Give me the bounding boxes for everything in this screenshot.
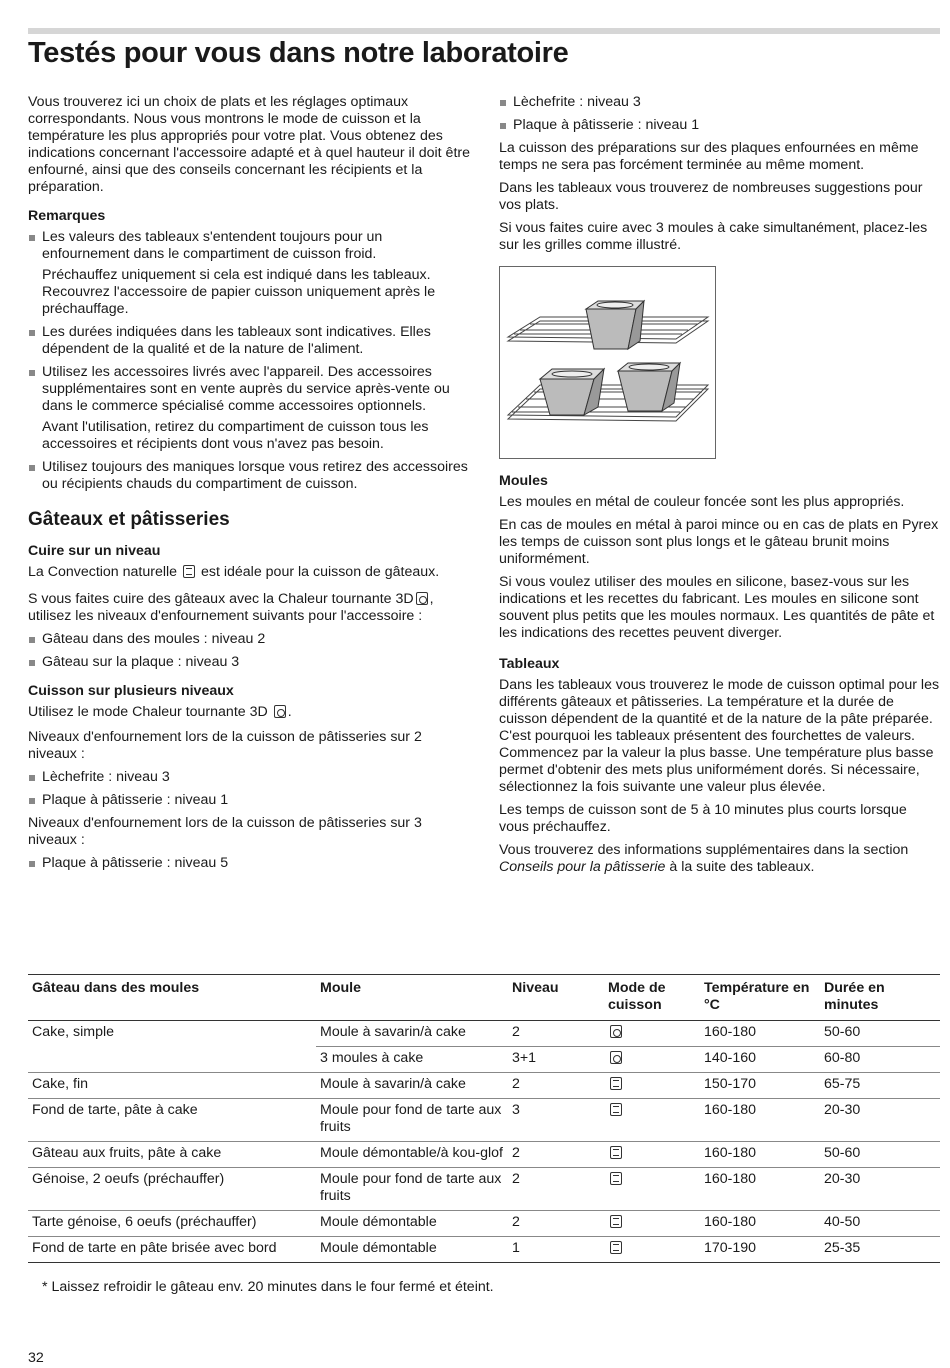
cell-dish: Tarte génoise, 6 oeufs (préchauffer)	[28, 1211, 316, 1237]
tableaux-paragraph-1: Dans les tableaux vous trouverez le mode de cuisson optimal pour les différents gâteaux et pâtisseries. La température et la durée de cuisson dépendent de la quantité et de la nature de la pâte préparée. C'est pourquoi les tableaux présentent des fourchettes de valeurs. Commencez par la valeur la plus basse. Une température plus basse permet d'obtenir des mets plus uniformément dorés. Si nécessaire, sélectionnez la fois suivante une valeur plus élevée.	[499, 677, 940, 795]
cell-level: 2	[508, 1142, 604, 1168]
multi-level-paragraph-3: Niveaux d'enfournement lors de la cuisson de pâtisseries sur 3 niveaux :	[28, 815, 422, 848]
cell-dish: Fond de tarte, pâte à cake	[28, 1099, 316, 1142]
top-bottom-heat-icon	[610, 1172, 622, 1185]
list-item: Lèchefrite : niveau 3	[499, 94, 940, 111]
cell-mode	[604, 1073, 700, 1099]
footnote: * Laissez refroidir le gâteau env. 20 minutes dans le four fermé et éteint.	[42, 1279, 494, 1295]
cell-mode	[604, 1047, 700, 1073]
cell-time: 60-80	[820, 1047, 940, 1073]
section-title: Gâteaux et pâtisseries	[28, 509, 230, 530]
tableaux-paragraph-2: Les temps de cuisson sont de 5 à 10 minutes plus courts lorsque vous préchauffez.	[499, 802, 907, 835]
cell-temp: 170-190	[700, 1237, 820, 1263]
list-item: Plaque à pâtisserie : niveau 5	[28, 855, 470, 872]
fan-3d-icon	[610, 1025, 622, 1038]
cell-temp: 160-180	[700, 1021, 820, 1047]
cell-temp: 140-160	[700, 1047, 820, 1073]
cake-moulds-illustration	[499, 266, 716, 459]
page-number: 32	[28, 1350, 44, 1366]
right-column	[499, 94, 940, 882]
table-row	[28, 1168, 940, 1211]
tableaux-heading: Tableaux	[499, 656, 560, 672]
table-row	[28, 1047, 940, 1073]
cell-dish: Cake, fin	[28, 1073, 316, 1099]
cell-time: 25-35	[820, 1237, 940, 1263]
oven-racks-illustration	[500, 267, 715, 458]
cell-mode	[604, 1237, 700, 1263]
cell-mould: Moule démontable	[316, 1211, 508, 1237]
cell-mould: Moule à savarin/à cake	[316, 1021, 508, 1047]
cell-time: 20-30	[820, 1099, 940, 1142]
table-row	[28, 1211, 940, 1237]
fan-3d-icon	[416, 592, 428, 605]
cell-mould: Moule pour fond de tarte aux fruits	[316, 1099, 508, 1142]
cell-level: 2	[508, 1168, 604, 1211]
one-level-paragraph-1: La Convection naturelle est idéale pour la cuisson de gâteaux.	[28, 564, 440, 580]
one-level-list	[28, 631, 470, 671]
top-bottom-heat-icon	[610, 1241, 622, 1254]
top-bottom-heat-icon	[610, 1146, 622, 1159]
multi-level-paragraph-1: Utilisez le mode Chaleur tournante 3D .	[28, 704, 292, 720]
right-paragraph-3: Si vous faites cuire avec 3 moules à cake simultanément, placez-les sur les grilles comme illustré.	[499, 220, 928, 253]
moules-paragraph-2: En cas de moules en métal à paroi mince ou en cas de plats en Pyrex les temps de cuisson sont plus longs et le gâteau brunit moins uniformément.	[499, 517, 939, 567]
multi-level-paragraph-2: Niveaux d'enfournement lors de la cuisson de pâtisseries sur 2 niveaux :	[28, 729, 422, 762]
intro-paragraph: Vous trouverez ici un choix de plats et les réglages optimaux correspondants. Nous vous montrons le mode de cuisson et la température les plus appropriés pour votre plat. Vous obtenez des indications concernant l'accessoire adapté et à quel hauteur il doit être enfourné, ainsi que des conseils concernant les récipients et la préparation.	[28, 94, 471, 195]
cell-temp: 150-170	[700, 1073, 820, 1099]
multi-level-heading: Cuisson sur plusieurs niveaux	[28, 683, 234, 699]
multi-level-list-3	[28, 855, 470, 872]
top-bottom-heat-icon	[610, 1215, 622, 1228]
cell-mould: Moule pour fond de tarte aux fruits	[316, 1168, 508, 1211]
list-item: Les durées indiquées dans les tableaux sont indicatives. Elles dépendent de la qualité et de la nature de l'aliment.	[28, 324, 470, 358]
table-row	[28, 1142, 940, 1168]
list-item: Utilisez toujours des maniques lorsque vous retirez des accessoires ou récipients chauds du compartiment de cuisson.	[28, 459, 470, 493]
top-bottom-heat-icon	[183, 565, 195, 578]
cell-temp: 160-180	[700, 1168, 820, 1211]
cell-mould: Moule démontable/à kou-glof	[316, 1142, 508, 1168]
cell-temp: 160-180	[700, 1099, 820, 1142]
list-item: Gâteau dans des moules : niveau 2	[28, 631, 470, 648]
header-dish: Gâteau dans des moules	[28, 975, 316, 1021]
table-row	[28, 1237, 940, 1263]
list-item: Plaque à pâtisserie : niveau 1	[499, 117, 940, 134]
header-temperature: Température en °C	[700, 975, 820, 1021]
one-level-heading: Cuire sur un niveau	[28, 543, 161, 559]
cake-table	[28, 974, 940, 1263]
cell-level: 3+1	[508, 1047, 604, 1073]
list-item: Plaque à pâtisserie : niveau 1	[28, 792, 470, 809]
moules-paragraph-3: Si vous voulez utiliser des moules en silicone, basez-vous sur les indications et les recettes du fabricant. Les moules en silicone sont souvent plus petits que les moules normaux. Les quantités de pâte et les indications des recettes peuvent diverger.	[499, 574, 935, 641]
right-paragraph-1: La cuisson des préparations sur des plaques enfournées en même temps ne sera pas forcément terminée au même moment.	[499, 140, 919, 173]
cell-mode	[604, 1099, 700, 1142]
moules-heading: Moules	[499, 473, 548, 489]
table-row	[28, 1073, 940, 1099]
cell-time: 50-60	[820, 1142, 940, 1168]
table-header-row	[28, 975, 940, 1021]
cell-mode	[604, 1168, 700, 1211]
table-row	[28, 1099, 940, 1142]
list-item: Les valeurs des tableaux s'entendent toujours pour un enfournement dans le compartiment de cuisson froid. Préchauffez uniquement si cela est indiqué dans les tableaux. Recouvrez l'accessoire de papier cuisson uniquement après le préchauffage.	[28, 229, 470, 318]
three-level-list	[499, 94, 940, 134]
top-bottom-heat-icon	[610, 1077, 622, 1090]
header-mould: Moule	[316, 975, 508, 1021]
list-item: Utilisez les accessoires livrés avec l'appareil. Des accessoires supplémentaires sont en vente auprès du service après-vente ou dans le commerce spécialisé comme accessoires optionnels. Avant l'utilisation, retirez du compartiment de cuisson tous les accessoires et récipients dont vous n'avez pas besoin.	[28, 364, 470, 453]
cell-dish: Cake, simple	[32, 1024, 115, 1040]
cell-dish: Génoise, 2 oeufs (préchauffer)	[28, 1168, 316, 1211]
cell-time: 65-75	[820, 1073, 940, 1099]
moules-paragraph-1: Les moules en métal de couleur foncée sont les plus appropriés.	[499, 494, 905, 510]
top-bottom-heat-icon	[610, 1103, 622, 1116]
cell-dish	[28, 1047, 316, 1073]
one-level-paragraph-2: S vous faites cuire des gâteaux avec la Chaleur tournante 3D , utilisez les niveaux d'enfournement suivants pour l'accessoire :	[28, 591, 434, 624]
cell-mould: Moule démontable	[316, 1237, 508, 1263]
list-item: Gâteau sur la plaque : niveau 3	[28, 654, 470, 671]
cell-mode	[604, 1211, 700, 1237]
multi-level-list-2	[28, 769, 470, 809]
cell-level: 1	[508, 1237, 604, 1263]
cell-mode	[604, 1142, 700, 1168]
page-title: Testés pour vous dans notre laboratoire	[28, 37, 569, 69]
list-item: Lèchefrite : niveau 3	[28, 769, 470, 786]
tableaux-paragraph-3: Vous trouverez des informations supplémentaires dans la section Conseils pour la pâtisserie à la suite des tableaux.	[499, 842, 909, 875]
cell-time: 50-60	[820, 1021, 940, 1047]
header-mode: Mode de cuisson	[604, 975, 700, 1021]
remarks-heading: Remarques	[28, 208, 106, 224]
remarks-list	[28, 229, 470, 493]
table-row	[28, 1021, 940, 1047]
cell-time: 40-50	[820, 1211, 940, 1237]
fan-3d-icon	[274, 705, 286, 718]
cell-temp: 160-180	[700, 1211, 820, 1237]
cell-temp: 160-180	[700, 1142, 820, 1168]
cell-dish: Gâteau aux fruits, pâte à cake	[28, 1142, 316, 1168]
top-rule	[28, 28, 940, 34]
left-column	[28, 94, 470, 878]
cell-dish: Fond de tarte en pâte brisée avec bord	[28, 1237, 316, 1263]
cell-mode	[604, 1021, 700, 1047]
cell-mould: Moule à savarin/à cake	[316, 1073, 508, 1099]
header-level: Niveau	[508, 975, 604, 1021]
cell-level: 2	[508, 1073, 604, 1099]
cell-time: 20-30	[820, 1168, 940, 1211]
cell-level: 2	[508, 1021, 604, 1047]
cell-level: 2	[508, 1211, 604, 1237]
fan-3d-icon	[610, 1051, 622, 1064]
cell-mould: 3 moules à cake	[316, 1047, 508, 1073]
header-duration: Durée en minutes	[820, 975, 940, 1021]
right-paragraph-2: Dans les tableaux vous trouverez de nombreuses suggestions pour vos plats.	[499, 180, 923, 213]
cell-level: 3	[508, 1099, 604, 1142]
